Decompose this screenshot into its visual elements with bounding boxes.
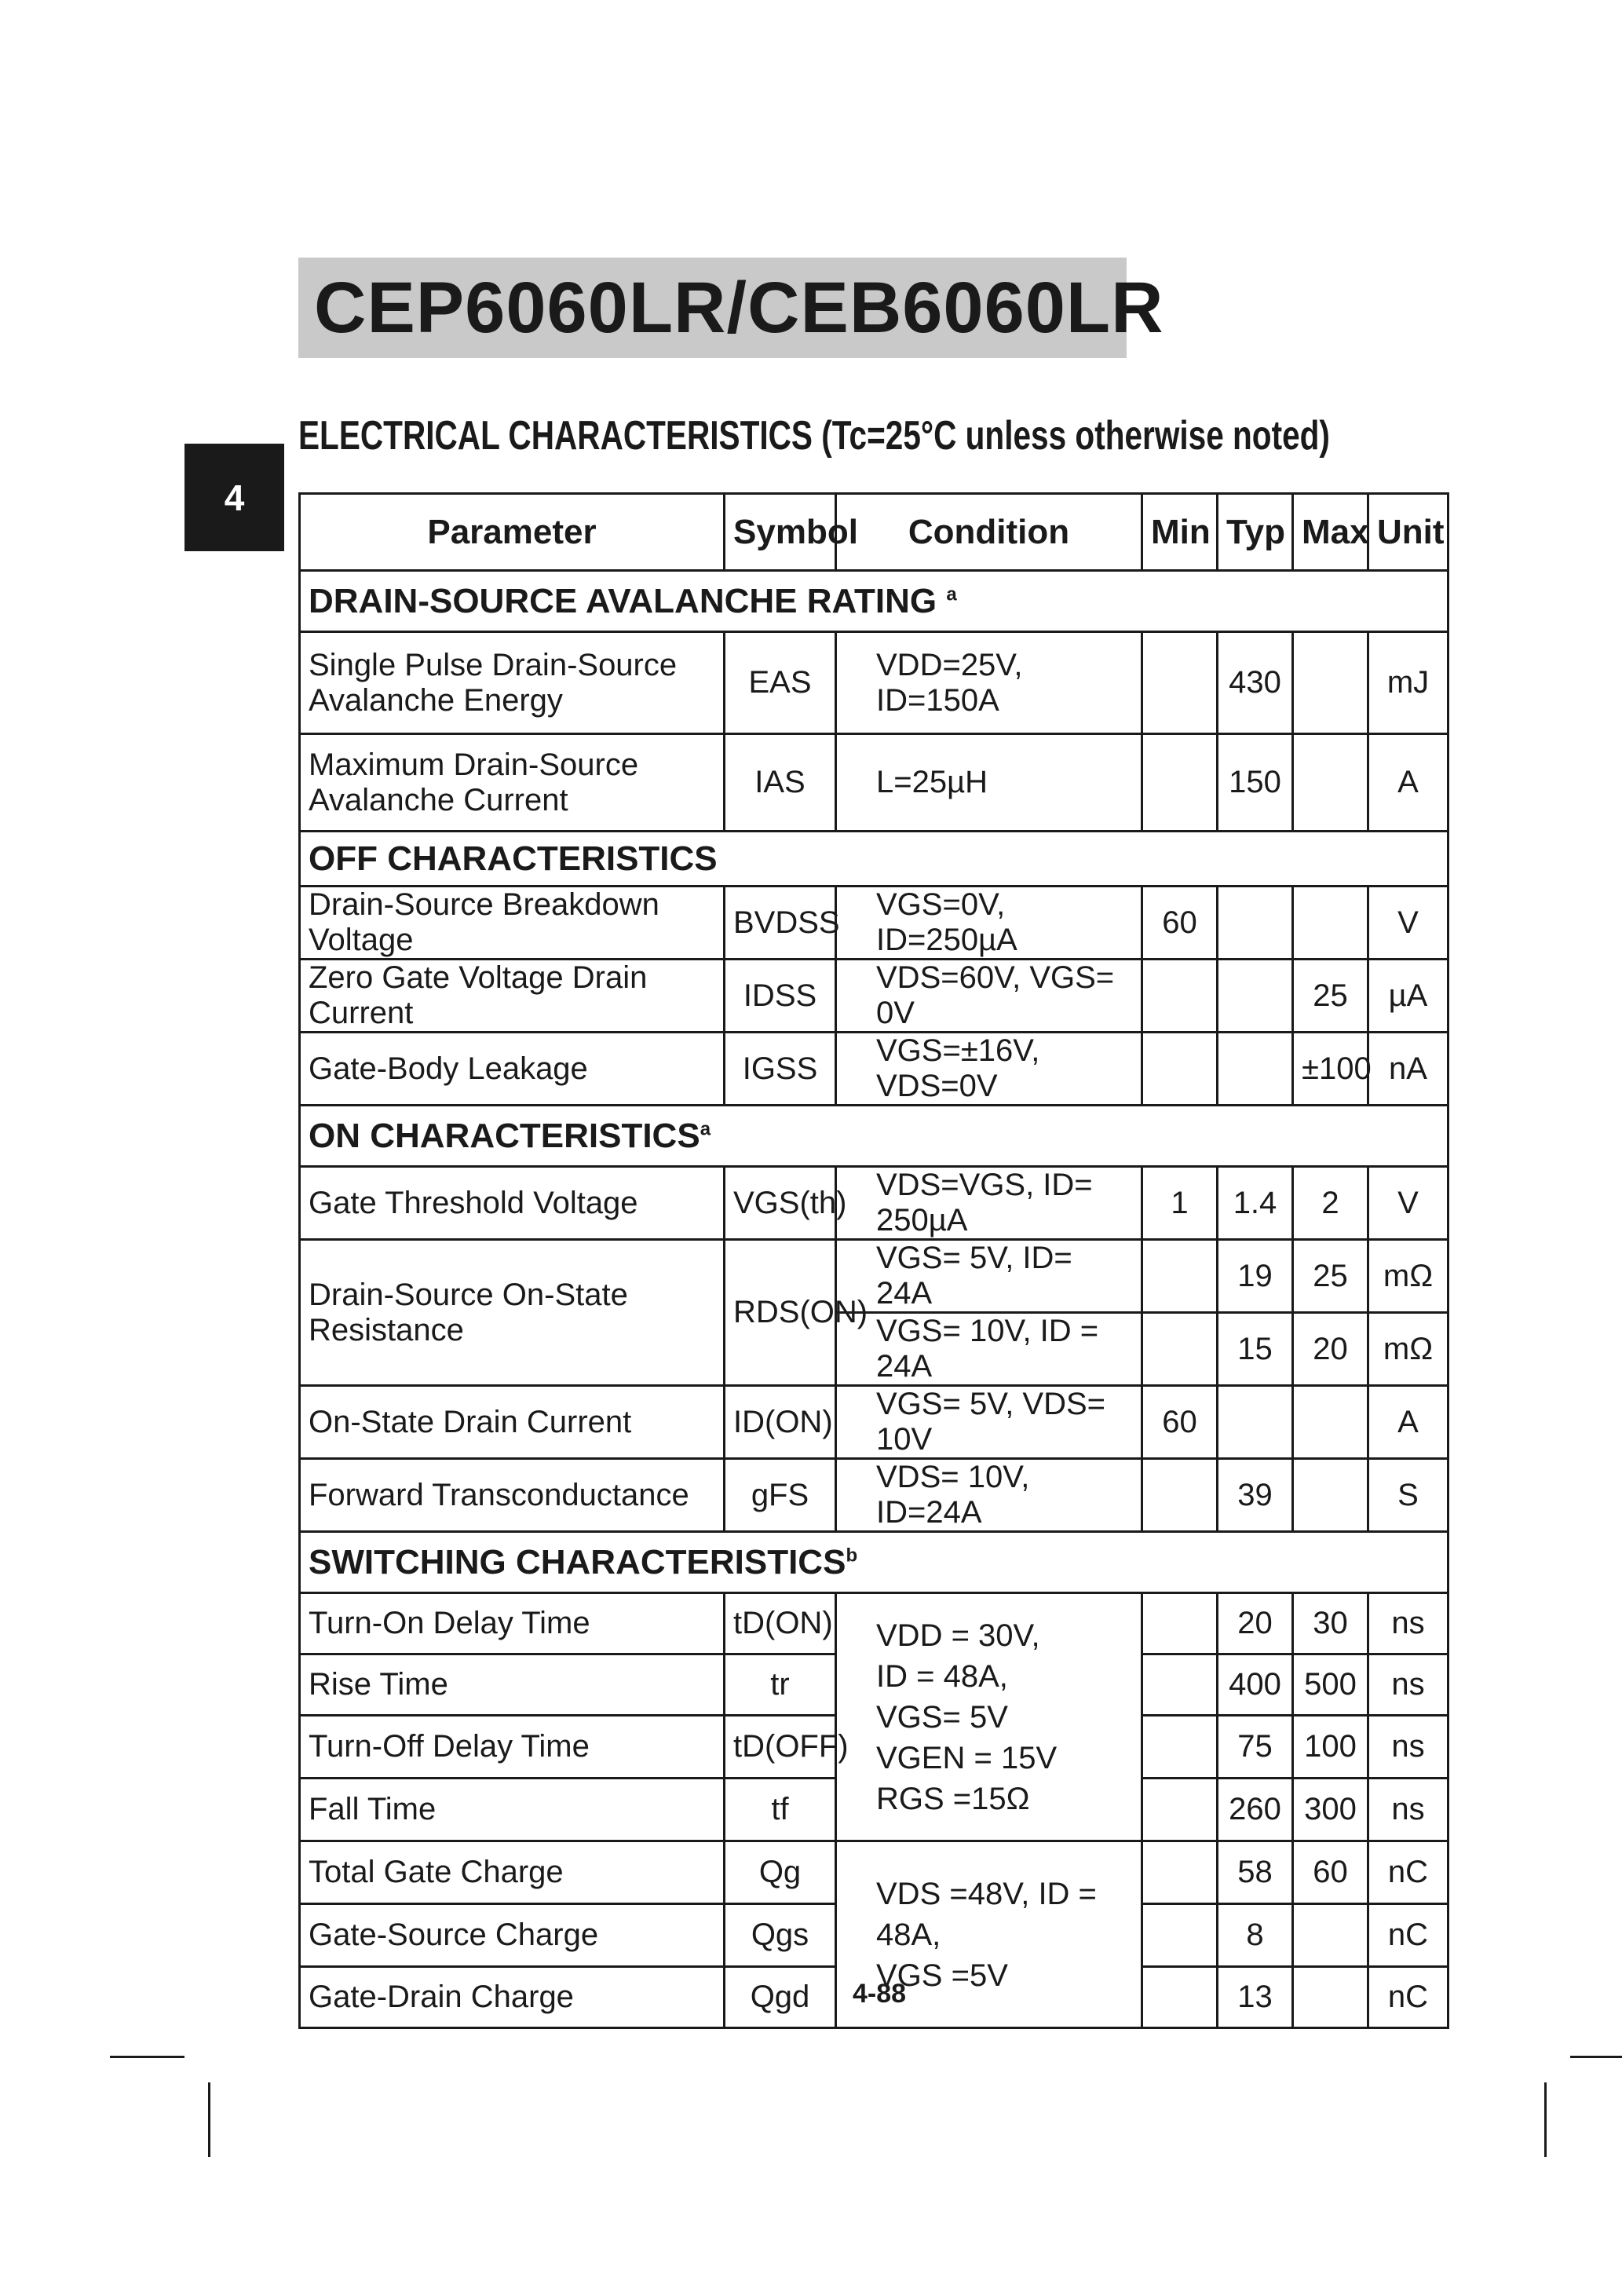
section-heading: ELECTRICAL CHARACTERISTICS (Tc=25°C unless otherwise noted) <box>298 413 1330 459</box>
min-cell <box>1142 960 1218 1033</box>
min-cell <box>1142 1240 1218 1313</box>
section-off: OFF CHARACTERISTICS <box>300 832 1448 887</box>
condition-cell: VDS=VGS, ID= 250µA <box>836 1167 1142 1240</box>
typ-cell: 19 <box>1218 1240 1293 1313</box>
table-row <box>300 1593 1448 1654</box>
table-row <box>300 734 1448 832</box>
table-row <box>300 632 1448 734</box>
page-title: CEP6060LR/CEB6060LR <box>314 268 1164 348</box>
symbol-cell: Qgs <box>725 1904 836 1967</box>
typ-cell <box>1218 960 1293 1033</box>
condition-cell: VGS= 5V, ID= 24A <box>836 1240 1142 1313</box>
unit-cell: A <box>1368 1386 1448 1459</box>
typ-cell: 20 <box>1218 1593 1293 1654</box>
typ-cell: 75 <box>1218 1716 1293 1779</box>
unit-cell: V <box>1368 887 1448 960</box>
charge-condition-cell: VDS =48V, ID = 48A, VGS =5V <box>836 1841 1142 2028</box>
unit-cell: nC <box>1368 1904 1448 1967</box>
max-cell <box>1293 1904 1368 1967</box>
typ-cell: 430 <box>1218 632 1293 734</box>
typ-cell: 1.4 <box>1218 1167 1293 1240</box>
table-row <box>300 1167 1448 1240</box>
symbol-cell: Qg <box>725 1841 836 1904</box>
max-cell: 20 <box>1293 1313 1368 1386</box>
section-row <box>300 1532 1448 1593</box>
max-cell: 25 <box>1293 1240 1368 1313</box>
symbol-cell: tD(ON) <box>725 1593 836 1654</box>
min-cell: 60 <box>1142 1386 1218 1459</box>
min-cell <box>1142 1459 1218 1532</box>
min-cell <box>1142 1779 1218 1841</box>
table-row <box>300 1240 1448 1313</box>
unit-cell: ns <box>1368 1779 1448 1841</box>
table-header-row <box>300 494 1448 571</box>
min-cell <box>1142 1313 1218 1386</box>
unit-cell: nC <box>1368 1967 1448 2028</box>
typ-cell: 13 <box>1218 1967 1293 2028</box>
max-cell: ±100 <box>1293 1033 1368 1106</box>
max-cell <box>1293 1967 1368 2028</box>
typ-cell: 400 <box>1218 1654 1293 1716</box>
min-cell <box>1142 1593 1218 1654</box>
condition-cell: VGS= 10V, ID = 24A <box>836 1313 1142 1386</box>
header-max: Max <box>1293 494 1368 571</box>
symbol-cell: IAS <box>725 734 836 832</box>
crop-mark <box>1570 2056 1622 2058</box>
max-cell <box>1293 887 1368 960</box>
typ-cell: 39 <box>1218 1459 1293 1532</box>
table-row <box>300 1841 1448 1904</box>
table-row <box>300 960 1448 1033</box>
typ-cell <box>1218 1033 1293 1106</box>
param-cell: Zero Gate Voltage Drain Current <box>300 960 725 1033</box>
min-cell: 60 <box>1142 887 1218 960</box>
table-row <box>300 887 1448 960</box>
unit-cell: mΩ <box>1368 1240 1448 1313</box>
section-row <box>300 832 1448 887</box>
param-cell: Maximum Drain-Source Avalanche Current <box>300 734 725 832</box>
condition-cell: VDS= 10V, ID=24A <box>836 1459 1142 1532</box>
typ-cell: 58 <box>1218 1841 1293 1904</box>
condition-cell: VDD=25V, ID=150A <box>836 632 1142 734</box>
max-cell <box>1293 1459 1368 1532</box>
param-cell: Turn-On Delay Time <box>300 1593 725 1654</box>
max-cell: 60 <box>1293 1841 1368 1904</box>
min-cell <box>1142 1033 1218 1106</box>
symbol-cell: tf <box>725 1779 836 1841</box>
unit-cell: ns <box>1368 1593 1448 1654</box>
max-cell: 25 <box>1293 960 1368 1033</box>
symbol-cell: VGS(th) <box>725 1167 836 1240</box>
section-on: ON CHARACTERISTICS$^a$ <box>300 1106 1448 1167</box>
page-number: 4-88 <box>852 1979 907 2009</box>
max-cell: 300 <box>1293 1779 1368 1841</box>
condition-cell: VGS= 5V, VDS= 10V <box>836 1386 1142 1459</box>
electrical-characteristics-table <box>298 492 1449 2029</box>
switching-condition-cell: VDD = 30V, ID = 48A, VGS= 5V VGEN = 15V RGS =15Ω <box>836 1593 1142 1841</box>
unit-cell: nC <box>1368 1841 1448 1904</box>
param-cell: Turn-Off Delay Time <box>300 1716 725 1779</box>
crop-mark <box>1544 2082 1547 2157</box>
param-cell: Rise Time <box>300 1654 725 1716</box>
max-cell: 30 <box>1293 1593 1368 1654</box>
typ-cell <box>1218 1386 1293 1459</box>
min-cell <box>1142 1904 1218 1967</box>
section-row <box>300 571 1448 632</box>
header-typ: Typ <box>1218 494 1293 571</box>
symbol-cell: tr <box>725 1654 836 1716</box>
symbol-cell: Qgd <box>725 1967 836 2028</box>
unit-cell: mΩ <box>1368 1313 1448 1386</box>
condition-cell: VDS=60V, VGS= 0V <box>836 960 1142 1033</box>
param-cell: Gate-Source Charge <box>300 1904 725 1967</box>
condition-cell: VGS=±16V, VDS=0V <box>836 1033 1142 1106</box>
max-cell: 100 <box>1293 1716 1368 1779</box>
unit-cell: µA <box>1368 960 1448 1033</box>
table-row <box>300 1033 1448 1106</box>
symbol-cell: IDSS <box>725 960 836 1033</box>
param-cell: Drain-Source On-State Resistance <box>300 1240 725 1386</box>
unit-cell: ns <box>1368 1716 1448 1779</box>
header-unit: Unit <box>1368 494 1448 571</box>
section-avalanche: DRAIN-SOURCE AVALANCHE RATING $^a$ <box>300 571 1448 632</box>
header-symbol: Symbol <box>725 494 836 571</box>
max-cell <box>1293 1386 1368 1459</box>
param-cell: Gate Threshold Voltage <box>300 1167 725 1240</box>
section-switching: SWITCHING CHARACTERISTICS$^b$ <box>300 1532 1448 1593</box>
max-cell: 500 <box>1293 1654 1368 1716</box>
typ-cell: 15 <box>1218 1313 1293 1386</box>
min-cell <box>1142 1654 1218 1716</box>
param-cell: Single Pulse Drain-Source Avalanche Energy <box>300 632 725 734</box>
symbol-cell: BVDSS <box>725 887 836 960</box>
param-cell: Forward Transconductance <box>300 1459 725 1532</box>
param-cell: Gate-Body Leakage <box>300 1033 725 1106</box>
typ-cell: 260 <box>1218 1779 1293 1841</box>
section-tab: 4 <box>184 444 284 551</box>
unit-cell: nA <box>1368 1033 1448 1106</box>
max-cell: 2 <box>1293 1167 1368 1240</box>
section-row <box>300 1106 1448 1167</box>
header-condition: Condition <box>836 494 1142 571</box>
header-parameter: Parameter <box>300 494 725 571</box>
symbol-cell: gFS <box>725 1459 836 1532</box>
param-cell: Fall Time <box>300 1779 725 1841</box>
unit-cell: S <box>1368 1459 1448 1532</box>
param-cell: On-State Drain Current <box>300 1386 725 1459</box>
table-row <box>300 1459 1448 1532</box>
param-cell: Total Gate Charge <box>300 1841 725 1904</box>
symbol-cell: EAS <box>725 632 836 734</box>
condition-cell: VGS=0V, ID=250µA <box>836 887 1142 960</box>
unit-cell: ns <box>1368 1654 1448 1716</box>
max-cell <box>1293 734 1368 832</box>
min-cell <box>1142 1716 1218 1779</box>
min-cell <box>1142 1967 1218 2028</box>
typ-cell: 8 <box>1218 1904 1293 1967</box>
crop-mark <box>208 2082 210 2157</box>
symbol-cell: IGSS <box>725 1033 836 1106</box>
typ-cell <box>1218 887 1293 960</box>
max-cell <box>1293 632 1368 734</box>
min-cell <box>1142 1841 1218 1904</box>
symbol-cell: tD(OFF) <box>725 1716 836 1779</box>
symbol-cell: ID(ON) <box>725 1386 836 1459</box>
condition-cell: L=25µH <box>836 734 1142 832</box>
unit-cell: mJ <box>1368 632 1448 734</box>
typ-cell: 150 <box>1218 734 1293 832</box>
param-cell: Gate-Drain Charge <box>300 1967 725 2028</box>
unit-cell: V <box>1368 1167 1448 1240</box>
min-cell <box>1142 734 1218 832</box>
symbol-cell: RDS(ON) <box>725 1240 836 1386</box>
table-row <box>300 1386 1448 1459</box>
unit-cell: A <box>1368 734 1448 832</box>
min-cell <box>1142 632 1218 734</box>
crop-mark <box>110 2056 184 2058</box>
min-cell: 1 <box>1142 1167 1218 1240</box>
param-cell: Drain-Source Breakdown Voltage <box>300 887 725 960</box>
header-min: Min <box>1142 494 1218 571</box>
